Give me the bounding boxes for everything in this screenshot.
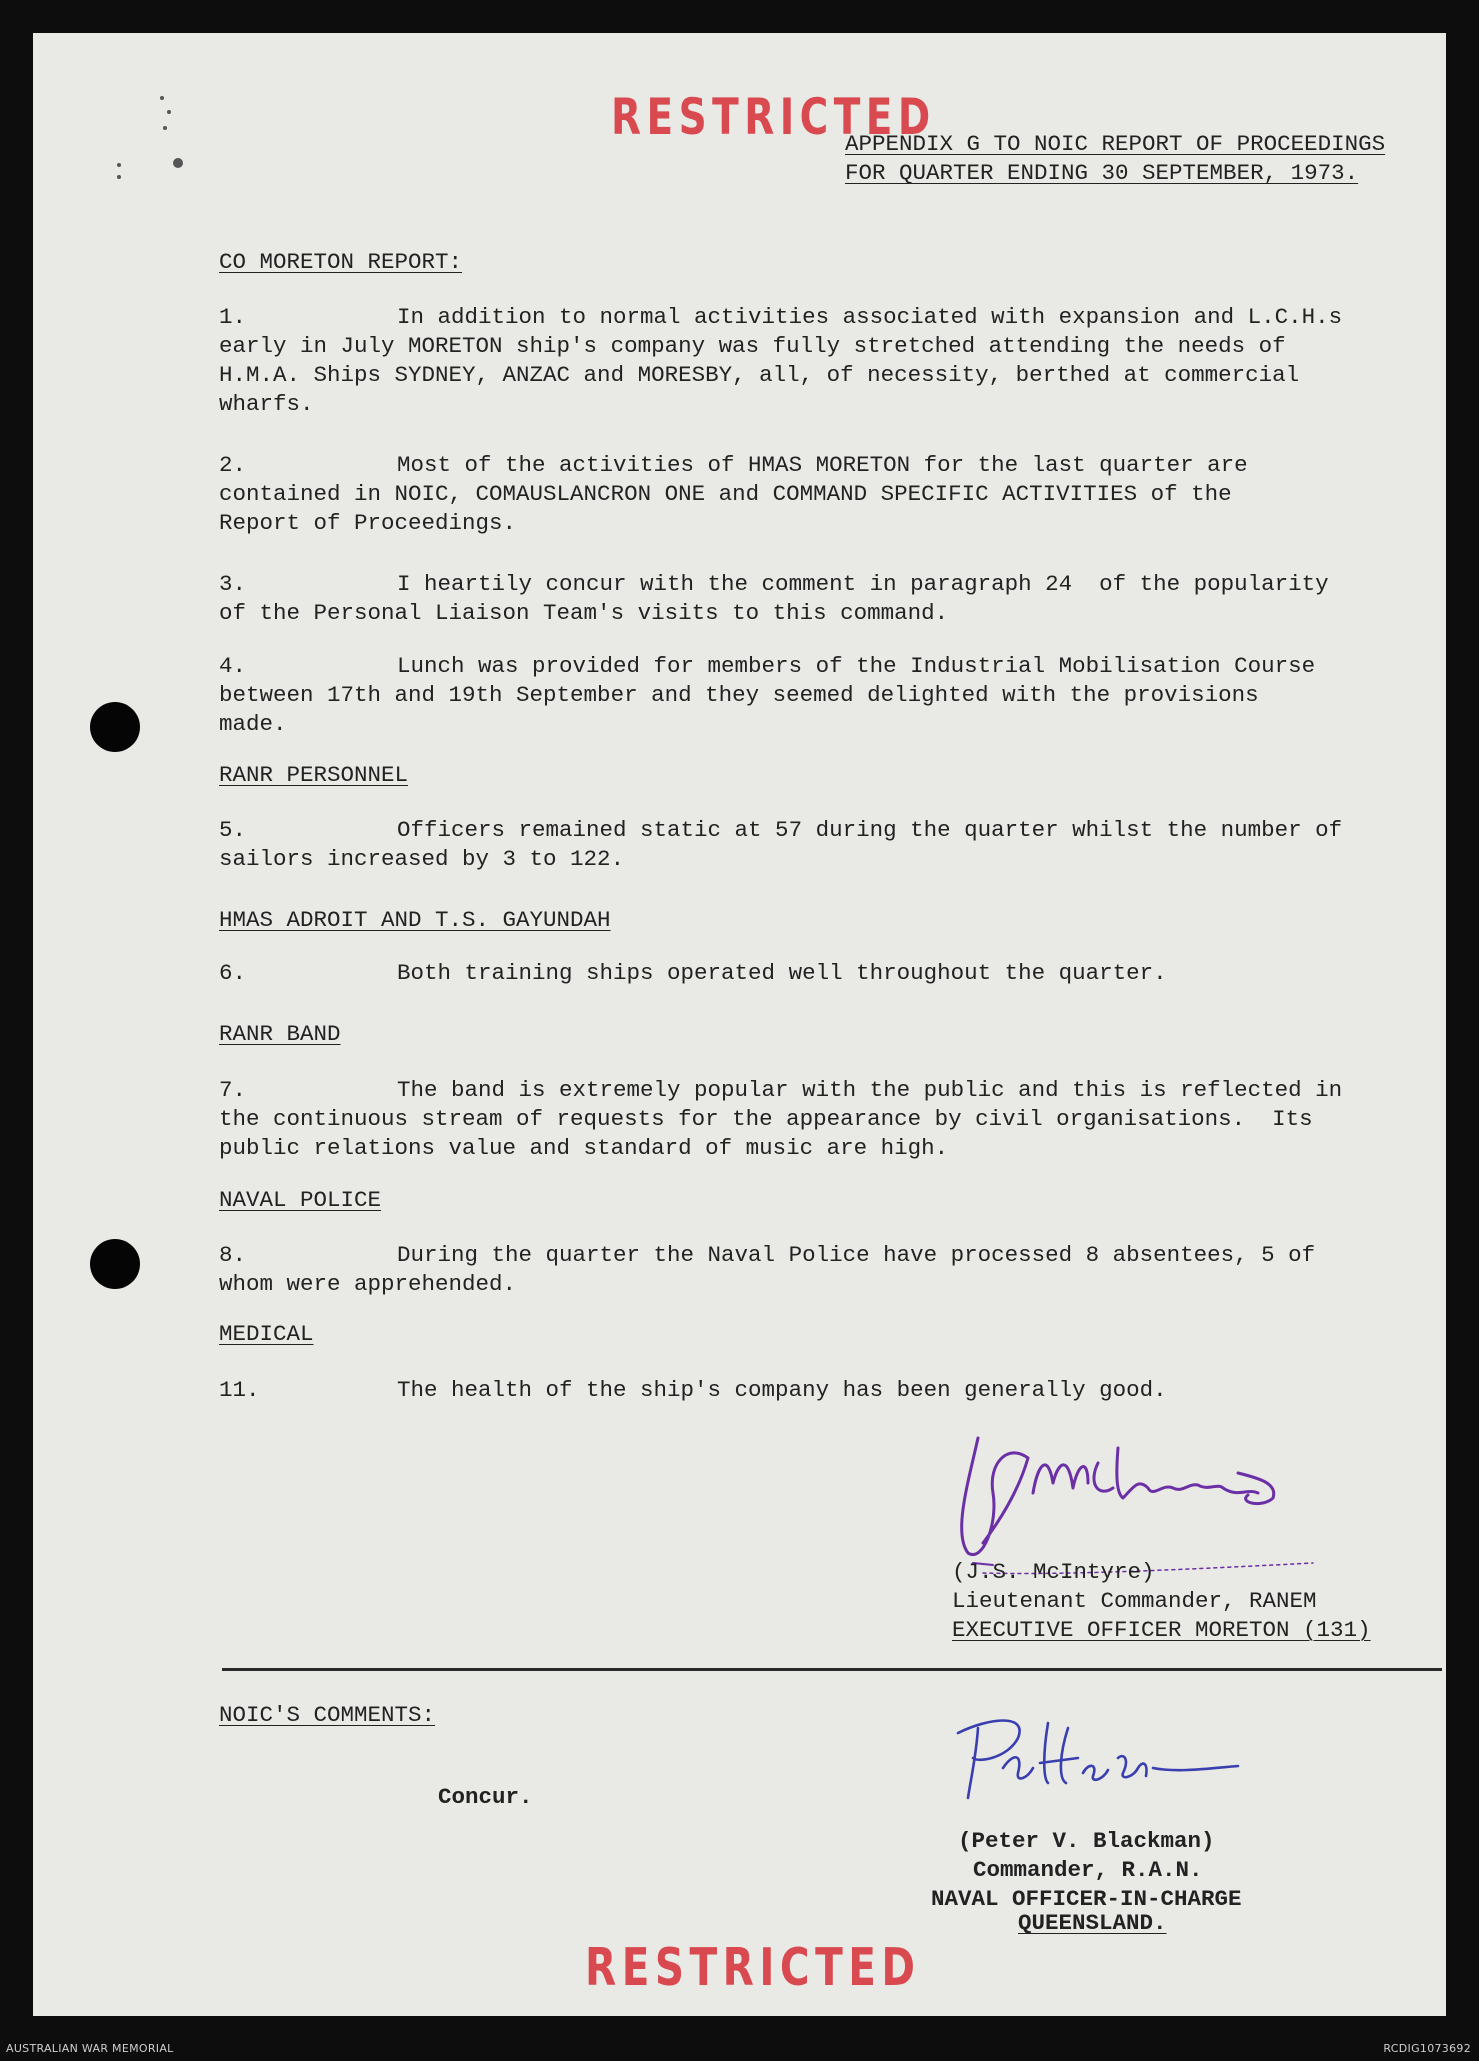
paragraph-number: 2. xyxy=(219,452,247,478)
paragraph-line: The band is extremely popular with the public and this is reflected in xyxy=(397,1077,1343,1103)
section-heading: NAVAL POLICE xyxy=(219,1187,382,1213)
punch-mark xyxy=(160,96,164,100)
noic-comment-text: Concur. xyxy=(438,1784,533,1810)
paragraph-line: Both training ships operated well throughout the quarter. xyxy=(397,960,1167,986)
paragraph-line: between 17th and 19th September and they seemed delighted with the provisions xyxy=(219,682,1259,708)
paragraph-number: 1. xyxy=(219,304,247,330)
co-signatory-name: (J.S. McIntyre) xyxy=(952,1559,1155,1585)
mcintyre-signature xyxy=(938,1403,1338,1583)
paragraph-number: 7. xyxy=(219,1077,247,1103)
paragraph-line: of the Personal Liaison Team's visits to this command. xyxy=(219,600,949,626)
section-heading: RANR PERSONNEL xyxy=(219,762,409,788)
section-heading: HMAS ADROIT AND T.S. GAYUNDAH xyxy=(219,907,611,933)
paragraph-line: wharfs. xyxy=(219,391,314,417)
noic-signatory-name: (Peter V. Blackman) xyxy=(958,1828,1215,1854)
paragraph-line: whom were apprehended. xyxy=(219,1271,517,1297)
footer-credit: AUSTRALIAN WAR MEMORIAL xyxy=(6,2042,174,2055)
paragraph-number: 8. xyxy=(219,1242,247,1268)
noic-signatory-location: QUEENSLAND. xyxy=(1018,1910,1167,1936)
noic-comments-heading: NOIC'S COMMENTS: xyxy=(219,1702,436,1728)
punch-mark xyxy=(117,163,121,167)
paragraph-line: made. xyxy=(219,711,287,737)
punch-mark xyxy=(163,126,167,130)
noic-signatory-title: NAVAL OFFICER-IN-CHARGE xyxy=(931,1886,1242,1912)
appendix-header-line1: APPENDIX G TO NOIC REPORT OF PROCEEDINGS xyxy=(845,131,1386,157)
paragraph-number: 4. xyxy=(219,653,247,679)
paragraph-number: 11. xyxy=(219,1377,260,1403)
paragraph-line: During the quarter the Naval Police have processed 8 absentees, 5 of xyxy=(397,1242,1316,1268)
paragraph-number: 3. xyxy=(219,571,247,597)
paragraph-line: Report of Proceedings. xyxy=(219,510,517,536)
paragraph-line: Most of the activities of HMAS MORETON for the last quarter are xyxy=(397,452,1248,478)
punch-hole xyxy=(90,702,140,752)
section-heading: MEDICAL xyxy=(219,1321,314,1347)
paragraph-line: The health of the ship's company has been generally good. xyxy=(397,1377,1167,1403)
paragraph-line: contained in NOIC, COMAUSLANCRON ONE and COMMAND SPECIFIC ACTIVITIES of the xyxy=(219,481,1232,507)
section-divider xyxy=(222,1668,1442,1671)
punch-mark xyxy=(117,175,121,179)
paragraph-line: In addition to normal activities associated with expansion and L.C.H.s xyxy=(397,304,1343,330)
punch-mark xyxy=(173,158,183,168)
blackman-signature xyxy=(948,1698,1248,1818)
document-page xyxy=(33,33,1446,2016)
paragraph-line: Officers remained static at 57 during the quarter whilst the number of xyxy=(397,817,1343,843)
paragraph-line: the continuous stream of requests for the appearance by civil organisations. Its xyxy=(219,1106,1313,1132)
punch-mark xyxy=(167,110,171,114)
punch-hole xyxy=(90,1239,140,1289)
footer-reference: RCDIG1073692 xyxy=(1383,2042,1471,2055)
co-signatory-title: EXECUTIVE OFFICER MORETON (131) xyxy=(952,1617,1371,1643)
paragraph-line: Lunch was provided for members of the Industrial Mobilisation Course xyxy=(397,653,1316,679)
paragraph-line: I heartily concur with the comment in paragraph 24 of the popularity xyxy=(397,571,1329,597)
paragraph-line: H.M.A. Ships SYDNEY, ANZAC and MORESBY, all, of necessity, berthed at commercial xyxy=(219,362,1300,388)
appendix-header-line2: FOR QUARTER ENDING 30 SEPTEMBER, 1973. xyxy=(845,160,1359,186)
report-heading: CO MORETON REPORT: xyxy=(219,249,463,275)
paragraph-number: 6. xyxy=(219,960,247,986)
section-heading: RANR BAND xyxy=(219,1021,341,1047)
noic-signatory-rank: Commander, R.A.N. xyxy=(973,1857,1203,1883)
paragraph-line: public relations value and standard of music are high. xyxy=(219,1135,949,1161)
co-signatory-rank: Lieutenant Commander, RANEM xyxy=(952,1588,1317,1614)
paragraph-line: sailors increased by 3 to 122. xyxy=(219,846,625,872)
paragraph-line: early in July MORETON ship's company was fully stretched attending the needs of xyxy=(219,333,1286,359)
restricted-stamp-top: RESTRICTED xyxy=(611,88,936,146)
restricted-stamp-bottom: RESTRICTED xyxy=(585,1938,921,1998)
paragraph-number: 5. xyxy=(219,817,247,843)
